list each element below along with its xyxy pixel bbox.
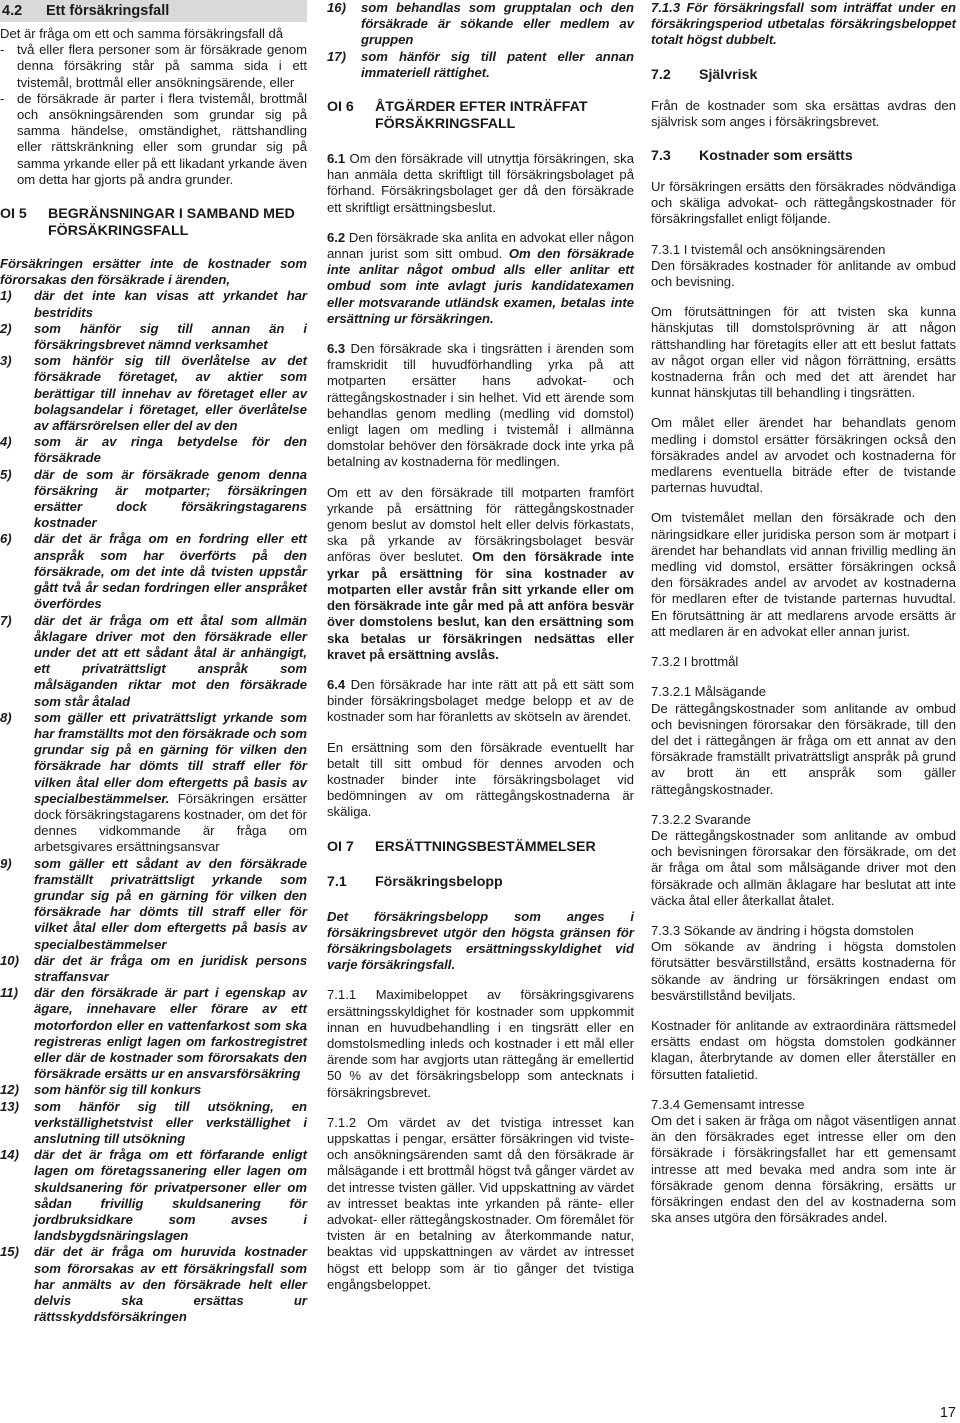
subsection-heading-7-1 — [327, 874, 634, 891]
paragraph-6-4-continued: En ersättning som den försäkrade eventuellt har betalt till sitt ombud för dennes arvoden och kostnader binder inte försäkringsbolaget vid bedömningen av om rättegångskostnaderna är skäliga. — [327, 739, 634, 820]
list-item: 2) som hänför sig till annan än i försäkringsbrevet nämnd verksamhet — [0, 320, 307, 353]
paragraph-7-3-1: Den försäkrades kostnader för anlitande av ombud och bevisning. — [651, 257, 956, 290]
list-item: 14) där det är fråga om ett förfarande enligt lagen om företagssanering eller lagen om skuldsanering för privatpersoner eller om sådan frivillig skuldsanering för jordbruksidkare som avses i landsbygdsnäringslagen — [0, 1147, 307, 1244]
dash-item-text: de försäkrade är parter i flera tvistemål, brottmål och ansökningsärenden som grundar sig på samma händelse, omständighet, rättshandling eller rättskränkning eller som grundar sig på samma yrkande eller på ett likadant yrkande även om detta har gjorts på andra grunder. — [17, 90, 307, 187]
paragraph-7-3-2-2: De rättegångskostnader som anlitande av ombud och bevisningen förorsakar den försäkrade, om det är fråga om åtal som målsägande driver mot den försäkrade och allmän åklagare har beslutat att inte väcka åtal eller återkallat åtalet. — [651, 827, 956, 908]
exclusion-list — [0, 288, 307, 1325]
section-heading-oi5 — [0, 206, 307, 240]
paragraph-7-3-3-heading: 7.3.3 Sökande av ändring i högsta domstolen — [651, 922, 914, 938]
lead-text: Försäkringen ersätter inte de kostnader som förorsakas den försäkrade i ärenden, — [0, 256, 307, 288]
list-item: 7) där det är fråga om ett åtal som allmän åklagare driver mot den försäkrade eller under det att ett sådant åtal är anhängigt, ett privaträttsligt anspråk som målsäganden riktar mot den försäkrade som står åtalad — [0, 612, 307, 709]
paragraph-7-3-2-1: De rättegångskostnader som anlitande av ombud och bevisningen förorsakar den försäkrade, till den del det i rättegången är fråga om ett annat av den försäkrade framställt privaträttsligt anspråk på grund av brott än ett anspråk som gäller rättegångskostnader. — [651, 700, 956, 797]
column-3 — [651, 0, 956, 1226]
paragraph-7-2: Från de kostnader som ska ersättas avdras den självrisk som anges i försäkringsbrevet. — [651, 97, 956, 129]
column-2 — [327, 0, 634, 1293]
list-item: 4) som är av ringa betydelse för den försäkrade — [0, 434, 307, 466]
dash-item: - de försäkrade är parter i flera tvistemål, brottmål och ansökningsärenden som grundar sig på samma händelse, omständighet, rättshandling eller rättskränkning eller som grundar sig på samma yrkande eller på ett likadant yrkande även om detta har gjorts på andra grunder. — [0, 90, 307, 187]
list-item: 9) som gäller ett sådant av den försäkrade framställt privaträttsligt yrkande som grundar sig på en gärning för vilken den försäkrade har dömts till straff eller för vilket åtal eller dom eftergetts på basis av specialbestämmelser — [0, 855, 307, 952]
section-number: OI 6 — [327, 99, 354, 116]
paragraph-7-1-2: 7.1.2 Om värdet av det tvistiga intresset kan uppskattas i pengar, ersätter försäkringen vid tviste- och ansökningsärenden samt då den försäkrade är målsägande i ett brottmål högst två gånger värdet av det intresse tvisten gäller. Vid uppskattning av värdet av intresset beaktas inte yrkanden på ränte- eller advokat- eller rättegångskostnader. Om föremålet för tvisten är en betalning av återkommande natur, beaktas vid uppskattningen av värdet av intresset högst ett belopp som är tio gånger det tvistiga engångsbeloppet. — [327, 1114, 634, 1292]
column-1 — [0, 0, 307, 1325]
heading-number: 4.2 — [2, 3, 23, 19]
list-item: 17) som hänför sig till patent eller annan immateriell rättighet. — [327, 48, 634, 80]
paragraph-7-3-3: Om sökande av ändring i högsta domstolen förutsätter besvärstillstånd, ersätts kostnaderna för sökande av ändring ur försäkringen endast om besvärstillstånd beviljats. — [651, 939, 956, 1003]
paragraph-7-3-1-b: Om förutsättningen för att tvisten ska kunna hänskjutas till domstolsprövning är att någon rättshandling har företagits eller att ett beslut fattats av något organ eller vid någon förrättning, ersätts kostnaderna från och med det att ärendet har kunnat hänskjutas till behandling i tingsrätten. — [651, 304, 956, 401]
paragraph-7-3: Ur försäkringen ersätts den försäkrades nödvändiga och skäliga advokat- och rättegångskostnader för försäkringsfallet enligt följande. — [651, 179, 956, 227]
paragraph-7-3-2-2-heading: 7.3.2.2 Svarande — [651, 811, 751, 827]
section-heading-4-2 — [0, 0, 307, 22]
section-title: ÅTGÄRDER EFTER INTRÄFFAT FÖRSÄKRINGSFALL — [375, 99, 588, 133]
paragraph-6-3: 6.3 Den försäkrade ska i tingsrätten i ärenden som framskridit till huvudförhandling yrka på att motparten ersätter hans advokat- och rättegångskostnader i sin helhet. Vid ett ärende som behandlas genom medling (medling vid domstol) enligt lagen om medling i tvistemål i allmänna domstolar behöver den försäkrade dock inte yrka på betalning av kostnaderna för medlingen. — [327, 341, 634, 470]
list-item: 6) där det är fråga om en fordring eller ett anspråk som har överförts på den försäkrade, om det inte då tvisten uppstår gått två år sedan fordringen eller anspråket överfördes — [0, 531, 307, 612]
list-item: 11) där den försäkrade är part i egenskap av ägare, innehavare eller förare av ett motorfordon eller en vattenfarkost som ska registreras enligt lagen om farkostregistret eller där de kostnader som förorsakats den försäkrade ersätts ur en ansvarsförsäkring — [0, 985, 307, 1082]
list-item: 13) som hänför sig till utsökning, en verkställighetstvist eller verkställighet i anslutning till utsökning — [0, 1098, 307, 1146]
list-item: 10) där det är fråga om en juridisk persons straffansvar — [0, 952, 307, 984]
paragraph-7-1-3: 7.1.3 För försäkringsfall som inträffat under en försäkringsperiod utbetalas försäkringsbeloppet totalt högst dubbelt. — [651, 0, 956, 48]
subsection-number: 7.2 — [651, 66, 671, 83]
intro-text: Det är fråga om ett och samma försäkringsfall då — [0, 26, 284, 41]
paragraph-7-3-1-c: Om målet eller ärendet har behandlats genom medling i domstol ersätter försäkringen också den försäkrades andel av arvodet och kostnaderna för medlarens eventuella biträde efter de tvistande parternas huvudtal. — [651, 415, 956, 496]
list-item: 15) där det är fråga om huruvida kostnader som förorsakas av ett försäkringsfall som har anmälts av den försäkrade helt eller delvis ska ersättas ur rättsskyddsförsäkringen — [0, 1244, 307, 1325]
section-heading-oi7 — [327, 839, 634, 856]
subsection-title: Kostnader som ersätts — [699, 148, 853, 165]
paragraph-7-1: Det försäkringsbelopp som anges i försäkringsbrevet utgör den högsta gränsen för försäkringsbolagets ersättningsskyldighet vid varje försäkringsfall. — [327, 908, 634, 973]
exclusion-list-continued — [327, 0, 634, 81]
subsection-number: 7.1 — [327, 873, 347, 890]
paragraph-7-3-3-b: Kostnader för anlitande av extraordinära rättsmedel ersätts endast om högsta domstolen godkänner klagan, återbrytande av domen eller återställer en försutten fatalietid. — [651, 1017, 956, 1082]
list-item: 12) som hänför sig till konkurs — [0, 1082, 202, 1098]
list-item: 1) där det inte kan visas att yrkandet har bestridits — [0, 288, 307, 320]
paragraph-7-3-4: Om det i saken är fråga om något väsentligen annat än den försäkrades eget intresse eller om den försäkrade i försäkringsfallet har ett gemensamt intresse att med bevaka med andra som inte är försäkrade genom denna försäkring, ersätts ur försäkringen endast den del av kostnaderna som ska anses utgöra den försäkrades andel. — [651, 1112, 956, 1226]
section-title: BEGRÄNSNINGAR I SAMBAND MED FÖRSÄKRINGSFALL — [48, 206, 295, 240]
list-item: 16) som behandlas som grupptalan och den försäkrade är sökande eller medlem av gruppen — [327, 0, 634, 48]
subsection-heading-7-2 — [651, 67, 956, 84]
page-number: 17 — [939, 1404, 956, 1421]
paragraph-6-1: 6.1 Om den försäkrade vill utnyttja försäkringen, ska han anmäla detta skriftligt till försäkringsbolaget på förhand. Försäkringsbolaget ger då den försäkrade ett skriftligt ersättningsbeslut. — [327, 151, 634, 215]
paragraph-7-3-2-1-heading: 7.3.2.1 Målsägande — [651, 684, 767, 700]
paragraph-7-3-1-d: Om tvistemålet mellan den försäkrade och den näringsidkare eller juridiska person som är motpart i ärendet har behandlats vid annan frivillig medling än medling vid domstol, ersätter försäkringen också den försäkrades andel av arvodet av kostnaderna för medlaren efter de tvistande parternas huvudtal. En förutsättning är att medlarens arvode ersätts är att medlaren är en advokat eller annan jurist. — [651, 510, 956, 639]
paragraph-7-1-1: 7.1.1 Maximibeloppet av försäkringsgivarens ersättningsskyldighet för kostnader som uppkommit innan en huvudbehandling i en tingsrätt eller en domstolsmedling inleds och kostnader i ett mål eller ärende som har avgjorts utan rättegång är emellertid 50 % av det försäkringsbelopp som antecknats i försäkringsbrevet. — [327, 987, 634, 1100]
section-heading-oi6 — [327, 99, 634, 133]
dash-item: - två eller flera personer som är försäkrade genom denna försäkring står på samma sida i ett tvistemål, brottmål eller ansökningsärende, eller — [0, 42, 307, 90]
paragraph-7-3-2-heading: 7.3.2 I brottmål — [651, 654, 739, 670]
paragraph-6-3-continued: Om ett av den försäkrade till motparten framfört yrkande på ersättning för rättegångskostnader genom beslut av domstol helt eller delvis förkastats, ska på yrkande av försäkringsbolaget besvär anföras över beslutet. Om den försäkrade inte yrkar på ersättning för sina kostnader av motparten eller avstår från sitt yrkande eller om den försäkrade inte går med på att anföra besvär över domstolens beslut, kan den ersättning som ska betalas ur försäkringen nedsättas eller kravet på ersättning avslås. — [327, 484, 634, 662]
paragraph-7-3-4-heading: 7.3.4 Gemensamt intresse — [651, 1096, 805, 1112]
subsection-title: Försäkringsbelopp — [375, 873, 503, 890]
list-item: 8) som gäller ett privaträttsligt yrkande som har framställts mot den försäkrade och som grundar sig på en gärning för vilken den försäkrade har dömts till straff eller för vilken åtal eller dom eftergetts på basis av specialbestämmelser. Försäkringen ersätter dock försäkringstagarens kostnader, om det för dennes vidkommande är fråga om arbetsgivares ersättningsansvar — [0, 709, 307, 855]
paragraph-7-3-1-heading: 7.3.1 I tvistemål och ansökningsärenden — [651, 241, 886, 257]
paragraph-6-4: 6.4 Den försäkrade har inte rätt att på ett sätt som binder försäkringsbolaget medge belopp et av de kostnader som har föranletts av skötseln av ärendet. — [327, 676, 634, 725]
section-number: OI 7 — [327, 838, 354, 855]
subsection-number: 7.3 — [651, 148, 671, 165]
heading-title: Ett försäkringsfall — [46, 3, 170, 19]
paragraph-6-2: 6.2 Den försäkrade ska anlita en advokat eller någon annan jurist som sitt ombud. Om den försäkrade inte anlitar något ombud alls eller anlitar ett ombud som inte avlagt juris kandidatexamen eller motsvarande utländsk examen, betalas inte ersättning ur försäkringen. — [327, 229, 635, 326]
subsection-title: Självrisk — [699, 66, 758, 83]
subsection-heading-7-3 — [651, 148, 956, 165]
section-number: OI 5 — [0, 206, 27, 223]
dash-item-text: två eller flera personer som är försäkrade genom denna försäkring står på samma sida i ett tvistemål, brottmål eller ansökningsärende, eller — [17, 42, 307, 90]
section-title: ERSÄTTNINGSBESTÄMMELSER — [375, 838, 596, 855]
list-item: 3) som hänför sig till överlåtelse av det försäkrade företaget, av aktier som berättigar till innehav av företaget eller av bolagsandelar i företaget, eller överlåtelse av affärsrörelsen eller del av den — [0, 353, 307, 434]
list-item: 5) där de som är försäkrade genom denna försäkring är motparter; försäkringen ersätter dock försäkringstagarens kostnader — [0, 466, 307, 531]
